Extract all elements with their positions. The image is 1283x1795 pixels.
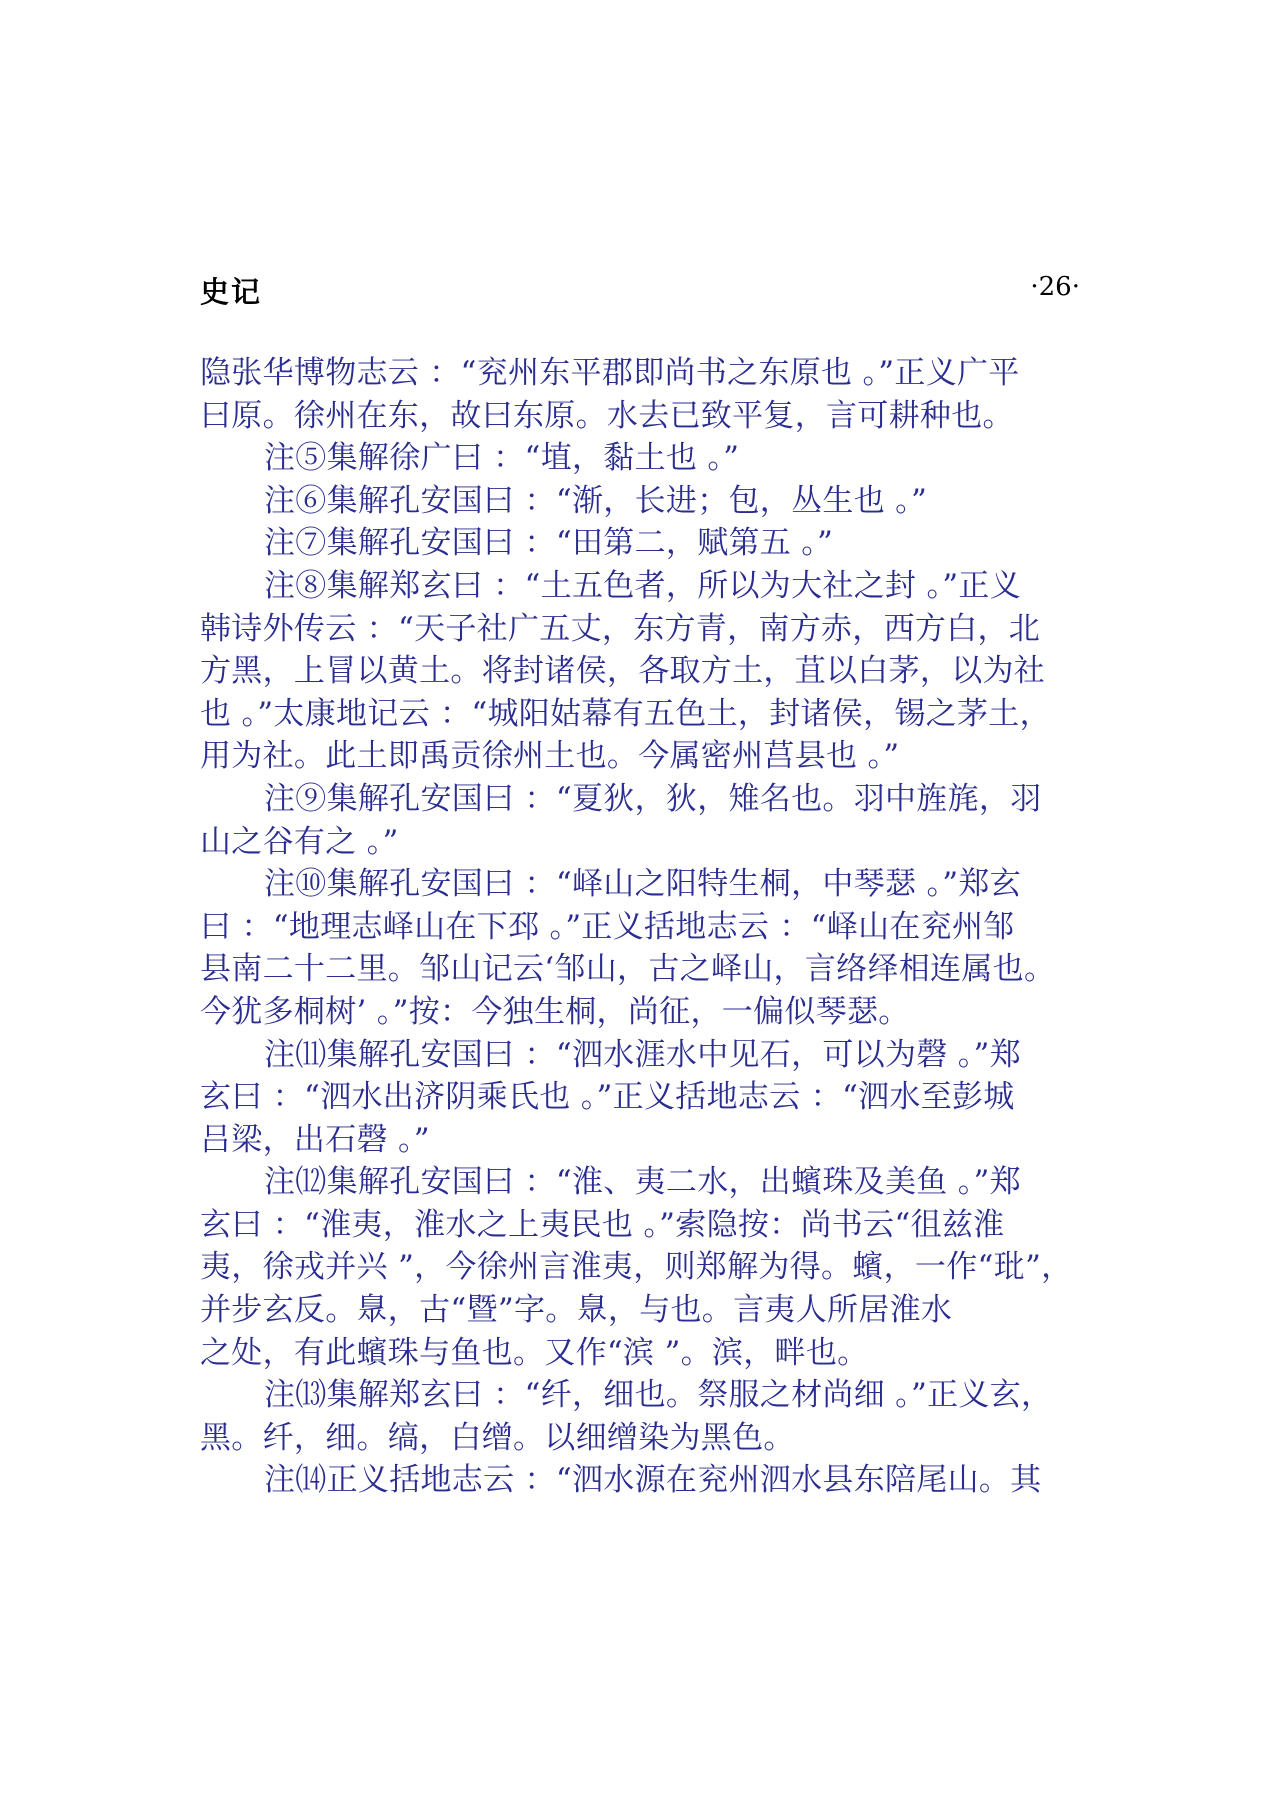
book-title: 史记 [200, 275, 263, 309]
text-line: 注⑨集解孔安国曰 ：“夏狄，狄，雉名也。羽中旌旄，羽 [264, 780, 1042, 817]
page-header [200, 270, 1080, 310]
text-line: 县南二十二里。邹山记云‘邹山，古之峄山，言络绎相连属也。 [200, 951, 1056, 988]
text-line: 曰原。徐州在东，故曰东原。水去已致平复，言可耕种也。 [200, 397, 1014, 434]
text-line: 并步玄反。臮，古“暨”字。臮，与也。言夷人所居淮水 [200, 1292, 953, 1329]
text-line: 吕梁，出石磬 。” [200, 1121, 430, 1158]
text-line: 山之谷有之 。” [200, 823, 399, 860]
body-text [200, 352, 1105, 1502]
text-line: 也 。”太康地记云 ：“城阳姑幕有五色土，封诸侯，锡之茅土， [200, 695, 1051, 732]
text-line: 注⑥集解孔安国曰 ：“渐，长进；包，丛生也 。” [264, 482, 928, 519]
page-number: ·26· [1030, 272, 1080, 302]
text-line: 玄曰 ：“淮夷，淮水之上夷民也 。”索隐按：尚书云“徂兹淮 [200, 1206, 1005, 1243]
text-line: 注⑾集解孔安国曰 ：“泗水涯水中见石，可以为磬 。”郑 [264, 1036, 1022, 1073]
text-line: 用为社。此土即禹贡徐州土也。今属密州莒县也 。” [200, 738, 900, 775]
text-line: 注⑩集解孔安国曰 ：“峄山之阳特生桐，中琴瑟 。”郑玄 [264, 866, 1022, 903]
text-line: 方黑，上冒以黄土。将封诸侯，各取方土，苴以白茅，以为社 [200, 653, 1046, 690]
text-line: 曰 ：“地理志峄山在下邳 。”正义括地志云 ：“峄山在兖州邹 [200, 908, 1015, 945]
text-line: 注⑿集解孔安国曰 ：“淮、夷二水，出蠙珠及美鱼 。”郑 [264, 1164, 1022, 1201]
text-line: 注⒁正义括地志云 ：“泗水源在兖州泗水县东陪尾山。其 [264, 1462, 1042, 1499]
text-line: 注⑦集解孔安国曰 ：“田第二，赋第五 。” [264, 525, 834, 562]
text-line: 注⑤集解徐广曰 ：“埴，黏土也 。” [264, 440, 740, 477]
text-line: 注⒀集解郑玄曰 ：“纤，细也。祭服之材尚细 。”正义玄， [264, 1377, 1053, 1414]
text-line: 注⑧集解郑玄曰 ：“土五色者，所以为大社之封 。”正义 [264, 567, 1022, 604]
text-line: 夷，徐戎并兴 ”，今徐州言淮夷，则郑解为得。蠙，一作“玭”， [200, 1249, 1073, 1286]
text-line: 隐张华博物志云 ：“兖州东平郡即尚书之东原也 。”正义广平 [200, 355, 1020, 391]
text-line: 韩诗外传云 ：“天子社广五丈，东方青，南方赤，西方白，北 [200, 610, 1041, 647]
text-line: 之处，有此蠙珠与鱼也。又作“滨 ”。滨，畔也。 [200, 1334, 869, 1371]
text-line: 玄曰 ：“泗水出济阴乘氏也 。”正义括地志云 ：“泗水至彭城 [200, 1079, 1015, 1116]
text-line: 黑。纤，细。缟，白缯。以细缯染为黑色。 [200, 1419, 795, 1456]
text-line: 今犹多桐树’ 。”按：今独生桐，尚征，一偏似琴瑟。 [200, 993, 910, 1030]
